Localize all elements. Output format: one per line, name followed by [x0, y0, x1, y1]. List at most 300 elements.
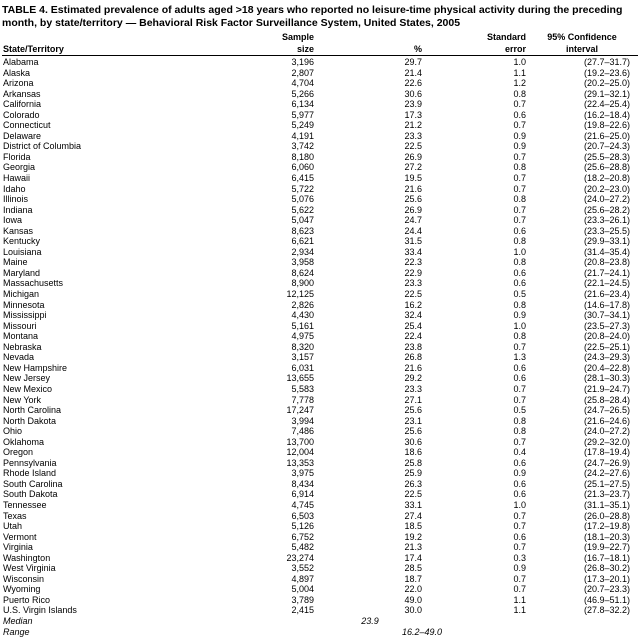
cell-median-blank [190, 616, 318, 627]
cell-sample-size: 3,975 [190, 468, 318, 479]
cell-confidence-interval: (20.2–23.0) [530, 184, 638, 195]
cell-confidence-interval: (29.2–32.0) [530, 437, 638, 448]
table-row [2, 141, 638, 152]
cell-percent: 22.4 [318, 331, 426, 342]
cell-sample-size: 5,126 [190, 521, 318, 532]
cell-confidence-interval: (17.2–19.8) [530, 521, 638, 532]
cell-standard-error: 0.9 [426, 131, 530, 142]
cell-confidence-interval: (24.3–29.3) [530, 352, 638, 363]
cell-percent: 22.9 [318, 268, 426, 279]
cell-sample-size: 4,430 [190, 310, 318, 321]
cell-sample-size: 3,157 [190, 352, 318, 363]
cell-state: North Carolina [2, 405, 190, 416]
cell-confidence-interval: (24.0–27.2) [530, 194, 638, 205]
cell-percent: 17.4 [318, 553, 426, 564]
cell-state: Florida [2, 152, 190, 163]
table-row [2, 99, 638, 110]
cell-confidence-interval: (25.5–28.3) [530, 152, 638, 163]
cell-state: Texas [2, 511, 190, 522]
header-percent: % [318, 44, 426, 56]
cell-state: Vermont [2, 532, 190, 543]
cell-sample-size: 8,320 [190, 342, 318, 353]
cell-median-blank2 [426, 616, 530, 627]
cell-standard-error: 1.0 [426, 321, 530, 332]
cell-sample-size: 5,161 [190, 321, 318, 332]
table-row [2, 268, 638, 279]
cell-percent: 23.3 [318, 384, 426, 395]
table-row [2, 120, 638, 131]
cell-standard-error: 0.7 [426, 215, 530, 226]
cell-standard-error: 0.7 [426, 521, 530, 532]
cell-percent: 22.5 [318, 141, 426, 152]
cell-state: Pennsylvania [2, 458, 190, 469]
cell-confidence-interval: (22.5–25.1) [530, 342, 638, 353]
cell-percent: 21.2 [318, 120, 426, 131]
cell-confidence-interval: (26.0–28.8) [530, 511, 638, 522]
table-row [2, 300, 638, 311]
cell-percent: 22.0 [318, 584, 426, 595]
table-title: TABLE 4. Estimated prevalence of adults aged >18 years who reported no leisure-time physical activity during the preceding month, by state/territory — Behavioral Risk Factor Surveillance System, United States, 2005 [0, 0, 640, 30]
cell-standard-error: 0.6 [426, 226, 530, 237]
cell-percent: 21.6 [318, 184, 426, 195]
table-row [2, 395, 638, 406]
cell-percent: 22.5 [318, 289, 426, 300]
cell-percent: 22.5 [318, 489, 426, 500]
cell-confidence-interval: (46.9–51.1) [530, 595, 638, 606]
cell-percent: 21.6 [318, 363, 426, 374]
cell-state: Minnesota [2, 300, 190, 311]
cell-percent: 27.4 [318, 511, 426, 522]
cell-sample-size: 5,266 [190, 89, 318, 100]
cell-percent: 26.8 [318, 352, 426, 363]
cell-state: Nebraska [2, 342, 190, 353]
cell-state: Illinois [2, 194, 190, 205]
cell-standard-error: 0.8 [426, 416, 530, 427]
cell-range-blank [190, 627, 318, 637]
cell-confidence-interval: (31.1–35.1) [530, 500, 638, 511]
cell-standard-error: 0.8 [426, 89, 530, 100]
header-ci-interval: interval [530, 44, 638, 56]
cell-standard-error: 1.0 [426, 500, 530, 511]
cell-sample-size: 2,826 [190, 300, 318, 311]
cell-state: Oklahoma [2, 437, 190, 448]
cell-standard-error: 0.8 [426, 331, 530, 342]
cell-state: Alaska [2, 68, 190, 79]
cell-median-value: 23.9 [318, 616, 426, 627]
cell-confidence-interval: (24.7–26.9) [530, 458, 638, 469]
cell-confidence-interval: (20.2–25.0) [530, 78, 638, 89]
cell-sample-size: 3,958 [190, 257, 318, 268]
cell-state: Montana [2, 331, 190, 342]
header-state: State/Territory [2, 44, 190, 56]
cell-standard-error: 0.7 [426, 395, 530, 406]
cell-confidence-interval: (21.3–23.7) [530, 489, 638, 500]
cell-confidence-interval: (24.2–27.6) [530, 468, 638, 479]
cell-standard-error: 0.8 [426, 426, 530, 437]
cell-standard-error: 0.6 [426, 479, 530, 490]
cell-state: Maine [2, 257, 190, 268]
cell-sample-size: 5,076 [190, 194, 318, 205]
table-row [2, 405, 638, 416]
cell-standard-error: 0.6 [426, 532, 530, 543]
cell-percent: 25.9 [318, 468, 426, 479]
cell-standard-error: 0.7 [426, 184, 530, 195]
cell-standard-error: 1.1 [426, 595, 530, 606]
cell-state: Indiana [2, 205, 190, 216]
cell-percent: 25.4 [318, 321, 426, 332]
cell-standard-error: 0.7 [426, 511, 530, 522]
table-row [2, 184, 638, 195]
cell-confidence-interval: (29.9–33.1) [530, 236, 638, 247]
cell-confidence-interval: (28.1–30.3) [530, 373, 638, 384]
cell-state: Ohio [2, 426, 190, 437]
cell-sample-size: 4,745 [190, 500, 318, 511]
cell-percent: 19.2 [318, 532, 426, 543]
cell-sample-size: 8,900 [190, 278, 318, 289]
cell-standard-error: 1.1 [426, 68, 530, 79]
table-row [2, 595, 638, 606]
table-row [2, 257, 638, 268]
cell-percent: 19.5 [318, 173, 426, 184]
table-row [2, 173, 638, 184]
header-sample-size: size [190, 44, 318, 56]
cell-confidence-interval: (24.7–26.5) [530, 405, 638, 416]
cell-percent: 18.6 [318, 447, 426, 458]
cell-sample-size: 4,704 [190, 78, 318, 89]
cell-state: Kansas [2, 226, 190, 237]
cell-sample-size: 5,977 [190, 110, 318, 121]
cell-percent: 24.7 [318, 215, 426, 226]
table-row [2, 532, 638, 543]
table-row [2, 89, 638, 100]
cell-percent: 26.3 [318, 479, 426, 490]
cell-standard-error: 0.6 [426, 489, 530, 500]
cell-confidence-interval: (27.7–31.7) [530, 56, 638, 68]
cell-standard-error: 0.9 [426, 141, 530, 152]
cell-state: Wisconsin [2, 574, 190, 585]
cell-standard-error: 0.9 [426, 310, 530, 321]
table-row [2, 373, 638, 384]
cell-percent: 30.6 [318, 437, 426, 448]
cell-sample-size: 6,914 [190, 489, 318, 500]
cell-sample-size: 6,134 [190, 99, 318, 110]
cell-confidence-interval: (20.8–23.8) [530, 257, 638, 268]
cell-confidence-interval: (25.6–28.8) [530, 162, 638, 173]
cell-state: Massachusetts [2, 278, 190, 289]
table-row [2, 131, 638, 142]
cell-confidence-interval: (24.0–27.2) [530, 426, 638, 437]
cell-percent: 30.6 [318, 89, 426, 100]
cell-percent: 33.4 [318, 247, 426, 258]
table-row [2, 68, 638, 79]
cell-state: Washington [2, 553, 190, 564]
cell-range-blank2 [530, 627, 638, 637]
cell-standard-error: 0.6 [426, 363, 530, 374]
table-row-median [2, 616, 638, 627]
cell-state: Virginia [2, 542, 190, 553]
cell-standard-error: 0.7 [426, 574, 530, 585]
cell-state: Michigan [2, 289, 190, 300]
cell-sample-size: 3,789 [190, 595, 318, 606]
table-row [2, 437, 638, 448]
cell-percent: 28.5 [318, 563, 426, 574]
cell-percent: 16.2 [318, 300, 426, 311]
table-row [2, 500, 638, 511]
cell-state: Nevada [2, 352, 190, 363]
cell-percent: 23.3 [318, 131, 426, 142]
cell-percent: 26.9 [318, 205, 426, 216]
cell-state: Delaware [2, 131, 190, 142]
cell-confidence-interval: (16.7–18.1) [530, 553, 638, 564]
cell-percent: 18.5 [318, 521, 426, 532]
cell-confidence-interval: (21.9–24.7) [530, 384, 638, 395]
table-row [2, 78, 638, 89]
cell-standard-error: 0.6 [426, 458, 530, 469]
cell-state: Hawaii [2, 173, 190, 184]
cell-percent: 22.3 [318, 257, 426, 268]
table-row [2, 236, 638, 247]
cell-standard-error: 0.7 [426, 120, 530, 131]
cell-confidence-interval: (25.6–28.2) [530, 205, 638, 216]
cell-state: Alabama [2, 56, 190, 68]
cell-sample-size: 6,752 [190, 532, 318, 543]
cell-sample-size: 5,047 [190, 215, 318, 226]
cell-confidence-interval: (21.6–24.6) [530, 416, 638, 427]
cell-sample-size: 5,004 [190, 584, 318, 595]
cell-confidence-interval: (23.3–26.1) [530, 215, 638, 226]
cell-state: U.S. Virgin Islands [2, 605, 190, 616]
cell-sample-size: 6,621 [190, 236, 318, 247]
table-row-range [2, 627, 638, 637]
cell-standard-error: 0.6 [426, 110, 530, 121]
cell-median-label: Median [2, 616, 190, 627]
cell-percent: 21.4 [318, 68, 426, 79]
cell-standard-error: 0.7 [426, 542, 530, 553]
header-ci-top: 95% Confidence [530, 32, 638, 44]
table-row [2, 152, 638, 163]
cell-state: Idaho [2, 184, 190, 195]
cell-percent: 21.3 [318, 542, 426, 553]
table-row [2, 479, 638, 490]
header-blank [2, 32, 190, 44]
cell-state: Maryland [2, 268, 190, 279]
cell-sample-size: 13,353 [190, 458, 318, 469]
table-row [2, 416, 638, 427]
cell-state: Missouri [2, 321, 190, 332]
cell-sample-size: 12,004 [190, 447, 318, 458]
cell-state: Rhode Island [2, 468, 190, 479]
table-row [2, 574, 638, 585]
cell-percent: 23.1 [318, 416, 426, 427]
cell-percent: 31.5 [318, 236, 426, 247]
cell-sample-size: 8,623 [190, 226, 318, 237]
cell-state: Colorado [2, 110, 190, 121]
cell-percent: 29.2 [318, 373, 426, 384]
cell-sample-size: 3,196 [190, 56, 318, 68]
cell-sample-size: 23,274 [190, 553, 318, 564]
cell-state: North Dakota [2, 416, 190, 427]
cell-confidence-interval: (22.4–25.4) [530, 99, 638, 110]
table-row [2, 605, 638, 616]
cell-confidence-interval: (20.7–23.3) [530, 584, 638, 595]
table-row [2, 342, 638, 353]
cell-standard-error: 1.2 [426, 78, 530, 89]
cell-standard-error: 0.6 [426, 278, 530, 289]
cell-state: Louisiana [2, 247, 190, 258]
cell-standard-error: 0.7 [426, 99, 530, 110]
cell-confidence-interval: (19.9–22.7) [530, 542, 638, 553]
cell-confidence-interval: (30.7–34.1) [530, 310, 638, 321]
table-row [2, 331, 638, 342]
cell-percent: 23.3 [318, 278, 426, 289]
table-row [2, 110, 638, 121]
cell-percent: 23.9 [318, 99, 426, 110]
cell-standard-error: 1.0 [426, 56, 530, 68]
cell-sample-size: 2,807 [190, 68, 318, 79]
cell-standard-error: 0.7 [426, 205, 530, 216]
cell-standard-error: 1.0 [426, 247, 530, 258]
cell-sample-size: 8,180 [190, 152, 318, 163]
cell-standard-error: 0.5 [426, 289, 530, 300]
table-row [2, 553, 638, 564]
table-row [2, 384, 638, 395]
cell-standard-error: 1.1 [426, 605, 530, 616]
cell-standard-error: 0.8 [426, 194, 530, 205]
cell-standard-error: 0.7 [426, 342, 530, 353]
cell-confidence-interval: (21.6–23.4) [530, 289, 638, 300]
cell-confidence-interval: (26.8–30.2) [530, 563, 638, 574]
cell-confidence-interval: (25.1–27.5) [530, 479, 638, 490]
cell-confidence-interval: (23.3–25.5) [530, 226, 638, 237]
cell-state: South Carolina [2, 479, 190, 490]
cell-percent: 18.7 [318, 574, 426, 585]
cell-confidence-interval: (25.8–28.4) [530, 395, 638, 406]
table-row [2, 584, 638, 595]
cell-confidence-interval: (16.2–18.4) [530, 110, 638, 121]
cell-confidence-interval: (17.3–20.1) [530, 574, 638, 585]
table-row [2, 468, 638, 479]
cell-confidence-interval: (21.7–24.1) [530, 268, 638, 279]
cell-state: Utah [2, 521, 190, 532]
table-row [2, 489, 638, 500]
cell-confidence-interval: (29.1–32.1) [530, 89, 638, 100]
cell-sample-size: 5,622 [190, 205, 318, 216]
cell-state: Iowa [2, 215, 190, 226]
cell-standard-error: 0.7 [426, 437, 530, 448]
table-row [2, 215, 638, 226]
cell-standard-error: 0.8 [426, 257, 530, 268]
header-standard-error: error [426, 44, 530, 56]
cell-standard-error: 0.7 [426, 152, 530, 163]
cell-sample-size: 3,552 [190, 563, 318, 574]
cell-sample-size: 6,060 [190, 162, 318, 173]
cell-state: Arkansas [2, 89, 190, 100]
cell-sample-size: 5,249 [190, 120, 318, 131]
cell-sample-size: 8,624 [190, 268, 318, 279]
cell-percent: 25.6 [318, 426, 426, 437]
cell-sample-size: 5,583 [190, 384, 318, 395]
header-sample-top: Sample [190, 32, 318, 44]
cell-confidence-interval: (14.6–17.8) [530, 300, 638, 311]
table-row [2, 289, 638, 300]
prevalence-table [2, 32, 638, 637]
table-row [2, 542, 638, 553]
cell-standard-error: 0.3 [426, 553, 530, 564]
cell-state: New York [2, 395, 190, 406]
cell-confidence-interval: (19.2–23.6) [530, 68, 638, 79]
cell-sample-size: 6,503 [190, 511, 318, 522]
cell-sample-size: 12,125 [190, 289, 318, 300]
cell-confidence-interval: (19.8–22.6) [530, 120, 638, 131]
table-row [2, 352, 638, 363]
cell-standard-error: 0.7 [426, 173, 530, 184]
cell-sample-size: 2,415 [190, 605, 318, 616]
cell-state: Mississippi [2, 310, 190, 321]
cell-state: New Hampshire [2, 363, 190, 374]
cell-confidence-interval: (22.1–24.5) [530, 278, 638, 289]
table-row [2, 278, 638, 289]
table-row [2, 162, 638, 173]
cell-percent: 30.0 [318, 605, 426, 616]
cell-standard-error: 0.9 [426, 468, 530, 479]
cell-percent: 27.2 [318, 162, 426, 173]
cell-confidence-interval: (20.7–24.3) [530, 141, 638, 152]
cell-percent: 49.0 [318, 595, 426, 606]
cell-sample-size: 5,722 [190, 184, 318, 195]
cell-sample-size: 17,247 [190, 405, 318, 416]
table-row [2, 247, 638, 258]
cell-sample-size: 4,191 [190, 131, 318, 142]
cell-percent: 25.6 [318, 405, 426, 416]
table-row [2, 56, 638, 68]
cell-state: Arizona [2, 78, 190, 89]
cell-standard-error: 0.4 [426, 447, 530, 458]
cell-percent: 29.7 [318, 56, 426, 68]
cell-sample-size: 6,415 [190, 173, 318, 184]
cell-sample-size: 6,031 [190, 363, 318, 374]
cell-sample-size: 3,742 [190, 141, 318, 152]
cell-standard-error: 0.5 [426, 405, 530, 416]
cell-state: Connecticut [2, 120, 190, 131]
header-standard-top: Standard [426, 32, 530, 44]
cell-standard-error: 0.8 [426, 236, 530, 247]
cell-median-blank3 [530, 616, 638, 627]
cell-confidence-interval: (18.2–20.8) [530, 173, 638, 184]
cell-standard-error: 0.6 [426, 268, 530, 279]
cell-confidence-interval: (20.8–24.0) [530, 331, 638, 342]
table-row [2, 511, 638, 522]
table-row [2, 194, 638, 205]
cell-percent: 25.8 [318, 458, 426, 469]
table-header [2, 32, 638, 56]
cell-state: District of Columbia [2, 141, 190, 152]
cell-state: West Virginia [2, 563, 190, 574]
cell-sample-size: 8,434 [190, 479, 318, 490]
cell-standard-error: 0.7 [426, 584, 530, 595]
cell-sample-size: 2,934 [190, 247, 318, 258]
cell-confidence-interval: (21.6–25.0) [530, 131, 638, 142]
cell-sample-size: 13,700 [190, 437, 318, 448]
table-row [2, 363, 638, 374]
cell-standard-error: 0.8 [426, 300, 530, 311]
table-row [2, 226, 638, 237]
cell-confidence-interval: (17.8–19.4) [530, 447, 638, 458]
cell-state: Oregon [2, 447, 190, 458]
cell-standard-error: 0.8 [426, 162, 530, 173]
table-row [2, 321, 638, 332]
cell-sample-size: 7,778 [190, 395, 318, 406]
table-body [2, 56, 638, 637]
